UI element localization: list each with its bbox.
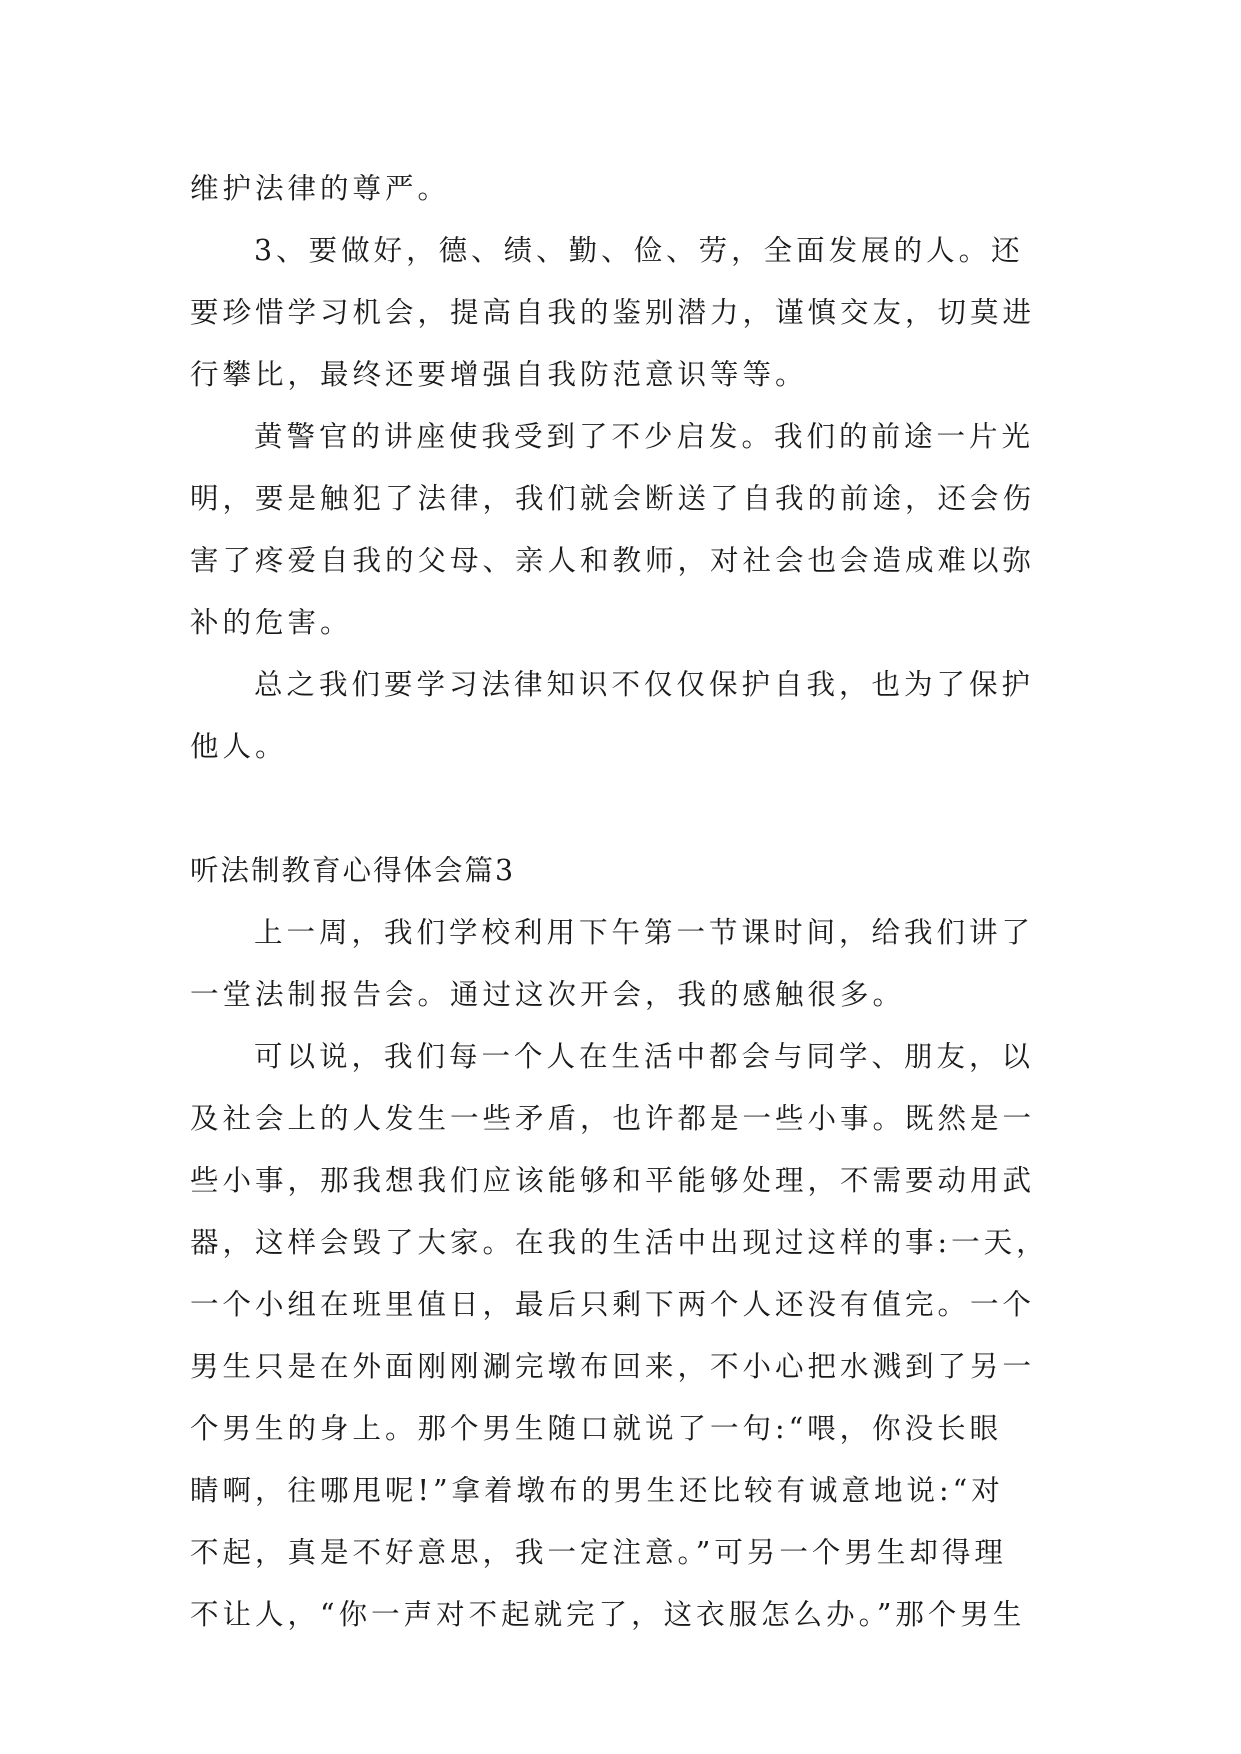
text-line: 个男生的身上。那个男生随口就说了一句:“喂，你没长眼: [190, 1412, 1003, 1445]
section-heading: 听法制教育心得体会篇3: [190, 854, 516, 887]
paragraph-first-line: 3、要做好，德、绩、勤、俭、劳，全面发展的人。还: [254, 234, 1024, 267]
text-line: 不让人，“你一声对不起就完了，这衣服怎么办。”那个男生: [190, 1598, 1026, 1631]
text-line: 行攀比，最终还要增强自我防范意识等等。: [190, 358, 808, 391]
text-line: 补的危害。: [190, 606, 353, 639]
text-line: 维护法律的尊严。: [190, 172, 451, 205]
text-line: 一堂法制报告会。通过这次开会，我的感触很多。: [190, 978, 906, 1011]
text-line: 睛啊，往哪甩呢!”拿着墩布的男生还比较有诚意地说:“对: [190, 1474, 1004, 1507]
text-line: 不起，真是不好意思，我一定注意。”可另一个男生却得理: [190, 1536, 1007, 1569]
text-line: 要珍惜学习机会，提高自我的鉴别潜力，谨慎交友，切莫进: [190, 296, 1036, 329]
text-line: 些小事，那我想我们应该能够和平能够处理，不需要动用武: [190, 1164, 1036, 1197]
text-line: 男生只是在外面刚刚涮完墩布回来，不小心把水溅到了另一: [190, 1350, 1036, 1383]
text-line: 及社会上的人发生一些矛盾，也许都是一些小事。既然是一: [190, 1102, 1036, 1135]
paragraph-first-line: 可以说，我们每一个人在生活中都会与同学、朋友，以: [254, 1040, 1035, 1073]
text-line: 器，这样会毁了大家。在我的生活中出现过这样的事:一天，: [190, 1226, 1049, 1259]
text-line: 明，要是触犯了法律，我们就会断送了自我的前途，还会伤: [190, 482, 1036, 515]
document-body: [190, 158, 1052, 1646]
paragraph-first-line: 总之我们要学习法律知识不仅仅保护自我，也为了保护: [254, 668, 1035, 701]
paragraph-first-line: 上一周，我们学校利用下午第一节课时间，给我们讲了: [254, 916, 1035, 949]
blank-line: [190, 778, 1052, 840]
text-line: 害了疼爱自我的父母、亲人和教师，对社会也会造成难以弥: [190, 544, 1036, 577]
text-line: 他人。: [190, 730, 288, 763]
paragraph-first-line: 黄警官的讲座使我受到了不少启发。我们的前途一片光: [254, 420, 1035, 453]
text-line: 一个小组在班里值日，最后只剩下两个人还没有值完。一个: [190, 1288, 1036, 1321]
